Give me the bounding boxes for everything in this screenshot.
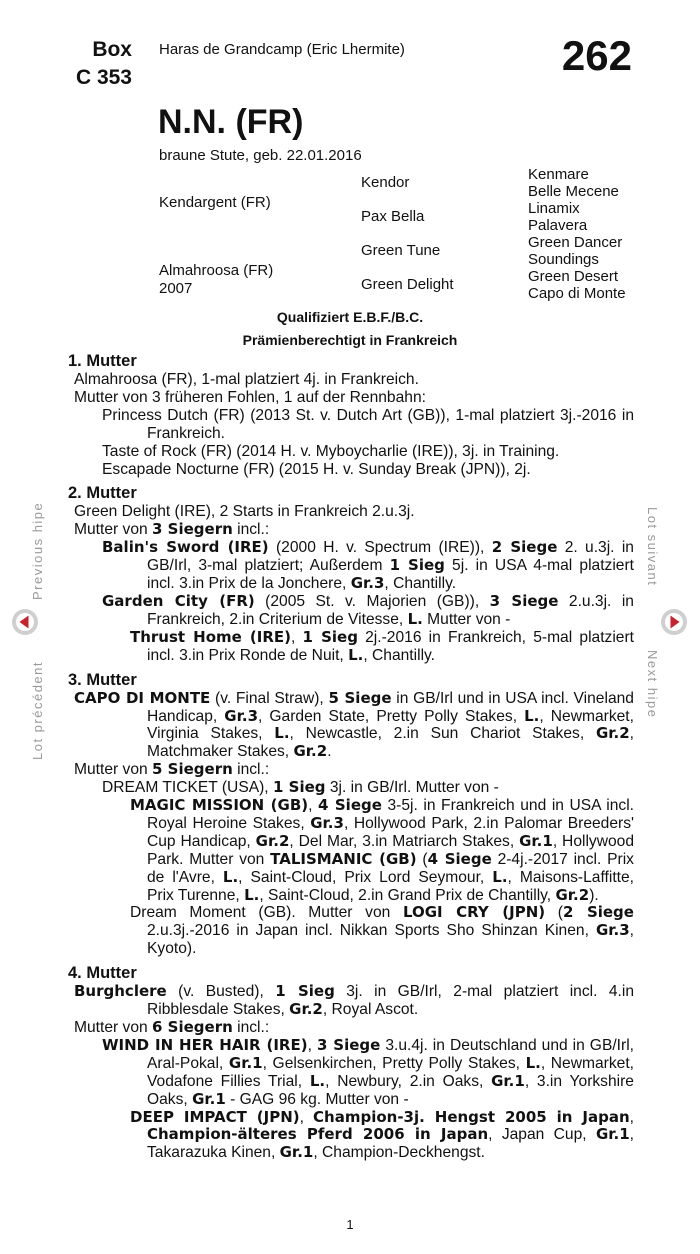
produce-entry: Escapade Nocturne (FR) (2015 H. v. Sunday Break (JPN)), 2j. <box>102 460 531 478</box>
pedigree-dam-year: 2007 <box>159 280 193 297</box>
pedigree-grandparent: Pax Bella <box>361 208 425 225</box>
dam-entry: CAPO DI MONTE (v. Final Straw), 5 Siege in GB/Irl und in USA incl. Vineland Handicap, Gr.3, Garden State, Pretty Polly Stakes, L., Newmarket, Virginia Stakes, L., Newcastle, 2.in Sun Chariot Stakes, Gr.2, Matchmaker Stakes, Gr.2. <box>74 688 634 761</box>
section-heading: 3. Mutter <box>68 670 137 689</box>
section-heading: 1. Mutter <box>68 352 137 370</box>
pedigree-grandparent: Green Delight <box>361 276 454 293</box>
pedigree-grandparent: Green Tune <box>361 242 441 259</box>
pedigree-great-grandparent: Palavera <box>528 217 588 234</box>
lot-precedent-label[interactable]: Lot précédent <box>30 660 45 760</box>
produce-summary: Mutter von 3 früheren Fohlen, 1 auf der Rennbahn: <box>74 388 426 406</box>
previous-arrow-button[interactable] <box>12 609 38 635</box>
produce-entry: WIND IN HER HAIR (IRE), 3 Siege 3.u.4j. in Deutschland und in GB/Irl, Aral-Pokal, Gr.1, Gelsenkirchen, Pretty Polly Stakes, L., Newmarket, Vodafone Fillies Trial, L., Newbury, 2.in Oaks, Gr.1, 3.in Yorkshire Oaks, Gr.1 - GAG 96 kg. Mutter von - <box>102 1035 634 1108</box>
pedigree-great-grandparent: Green Desert <box>528 268 619 285</box>
section-heading: 2. Mutter <box>68 484 137 503</box>
produce-entry: Thrust Home (IRE), 1 Sieg 2j.-2016 in Frankreich, 5-mal platziert incl. 3.in Prix Ronde de Nuit, L., Chantilly. <box>130 627 634 664</box>
produce-summary: Mutter von 5 Siegern incl.: <box>74 760 270 779</box>
pedigree-great-grandparent: Kenmare <box>528 166 589 183</box>
pedigree-great-grandparent: Green Dancer <box>528 234 623 251</box>
produce-entry: Princess Dutch (FR) (2013 St. v. Dutch Art (GB)), 1-mal platziert 3j.-2016 in Frankreich. <box>102 406 634 442</box>
produce-entry: Taste of Rock (FR) (2014 H. v. Myboycharlie (IRE)), 3j. in Training. <box>102 442 560 460</box>
arrow-right-icon <box>661 609 687 635</box>
section-heading: 4. Mutter <box>68 964 137 983</box>
pedigree-great-grandparent: Soundings <box>528 251 599 268</box>
produce-summary: Mutter von 6 Siegern incl.: <box>74 1018 270 1036</box>
pedigree-dam: Almahroosa (FR) <box>159 262 274 279</box>
next-hipe-label[interactable]: Next hipe <box>645 650 660 719</box>
horse-description: braune Stute, geb. 22.01.2016 <box>159 147 362 164</box>
produce-entry: Garden City (FR) (2005 St. v. Majorien (GB)), 3 Siege 2.u.3j. in Frankreich, 2.in Criterium de Vitesse, L. Mutter von - <box>102 591 634 628</box>
produce-entry: DEEP IMPACT (JPN), Champion-3j. Hengst 2005 in Japan, Champion-älteres Pferd 2006 in Japan, Japan Cup, Gr.1, Takarazuka Kinen, Gr.1, Champion-Deckhengst. <box>130 1107 634 1162</box>
qualification-premium: Prämienberechtigt in Frankreich <box>242 332 458 348</box>
produce-entry: Dream Moment (GB). Mutter von LOGI CRY (JPN) (2 Siege 2.u.3j.-2016 in Japan incl. Nikkan Sports Sho Shinzan Kinen, Gr.3, Kyoto). <box>130 903 634 958</box>
qualification-ebf: Qualifiziert E.B.F./B.C. <box>276 309 424 325</box>
arrow-left-icon <box>12 609 38 635</box>
page-number: 1 <box>346 1217 354 1232</box>
box-label: Box C 353 <box>75 38 132 89</box>
pedigree-great-grandparent: Linamix <box>528 200 580 217</box>
dam-entry: Almahroosa (FR), 1-mal platziert 4j. in Frankreich. <box>74 371 419 388</box>
dam-line-content <box>68 352 634 1162</box>
pedigree-grandparent: Kendor <box>361 174 410 191</box>
pedigree-great-grandparent: Capo di Monte <box>528 285 626 302</box>
horse-name: N.N. (FR) <box>158 103 304 141</box>
produce-entry: Balin's Sword (IRE) (2000 H. v. Spectrum (IRE)), 2 Siege 2. u.3j. in GB/Irl, 3-mal platziert; Außerdem 1 Sieg 5j. in USA 4-mal platziert incl. 3.in Prix de la Jonchere, Gr.3, Chantilly. <box>102 538 634 593</box>
previous-hipe-label[interactable]: Previous hipe <box>30 501 45 600</box>
pedigree-great-grandparent: Belle Mecene <box>528 183 619 200</box>
dam-entry: Burghclere (v. Busted), 1 Sieg 3j. in GB/Irl, 2-mal platziert incl. 4.in Ribblesdale Stakes, Gr.2, Royal Ascot. <box>74 982 634 1019</box>
produce-entry: DREAM TICKET (USA), 1 Sieg 3j. in GB/Irl. Mutter von - <box>102 778 499 797</box>
next-arrow-button[interactable] <box>661 609 687 635</box>
pedigree-sire: Kendargent (FR) <box>159 194 271 211</box>
breeder: Haras de Grandcamp (Eric Lhermite) <box>159 41 405 58</box>
lot-suivant-label[interactable]: Lot suivant <box>645 507 660 587</box>
lot-number: 262 <box>561 32 632 79</box>
dam-entry: Green Delight (IRE), 2 Starts in Frankreich 2.u.3j. <box>74 503 415 521</box>
produce-summary: Mutter von 3 Siegern incl.: <box>74 520 270 539</box>
produce-entry: MAGIC MISSION (GB), 4 Siege 3-5j. in Frankreich und in USA incl. Royal Heroine Stakes, Gr.3, Hollywood Park, 2.in Palomar Breeders' Cup Handicap, Gr.2, Del Mar, 3.in Matriarch Stakes, Gr.1, Hollywood Park. Mutter von TALISMANIC (GB) (4 Siege 2-4j.-2017 incl. Prix de l'Avre, L., Saint-Cloud, Prix Lord Seymour, L., Maisons-Laffitte, Prix Turenne, L., Saint-Cloud, 2.in Grand Prix de Chantilly, Gr.2). <box>130 796 635 904</box>
